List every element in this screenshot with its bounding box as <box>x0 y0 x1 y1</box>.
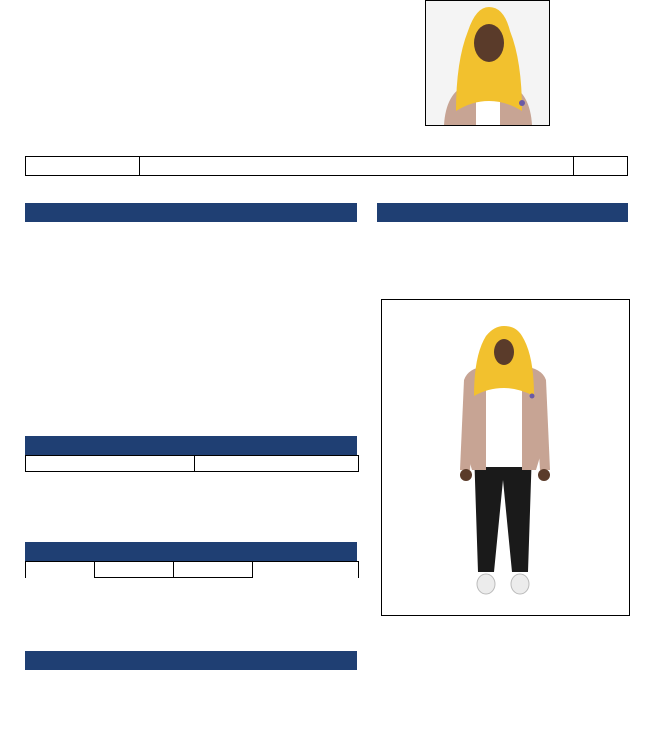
country-header-cell <box>26 456 195 472</box>
languages-header <box>25 542 357 561</box>
previous-employment-table <box>25 455 359 472</box>
work-experience-section <box>25 651 357 670</box>
full-name-table <box>25 156 628 176</box>
passport-header <box>377 203 628 222</box>
full-name-label <box>26 157 140 176</box>
previous-employment-header <box>25 436 357 455</box>
full-body-photo <box>381 299 630 616</box>
lang-corner-cell <box>26 562 95 578</box>
passport-photo <box>425 0 550 126</box>
previous-employment-section <box>25 436 357 472</box>
work-experience-header <box>25 651 357 670</box>
details-section <box>25 203 357 222</box>
passport-section <box>377 203 628 222</box>
details-header <box>25 203 357 222</box>
full-name-arabic <box>574 157 628 176</box>
arabic-column-header <box>95 562 174 578</box>
languages-table <box>25 561 359 578</box>
english-column-header <box>174 562 253 578</box>
languages-section <box>25 542 357 578</box>
period-header-cell <box>195 456 359 472</box>
full-name-value <box>140 157 574 176</box>
lang-corner-right <box>253 562 359 578</box>
